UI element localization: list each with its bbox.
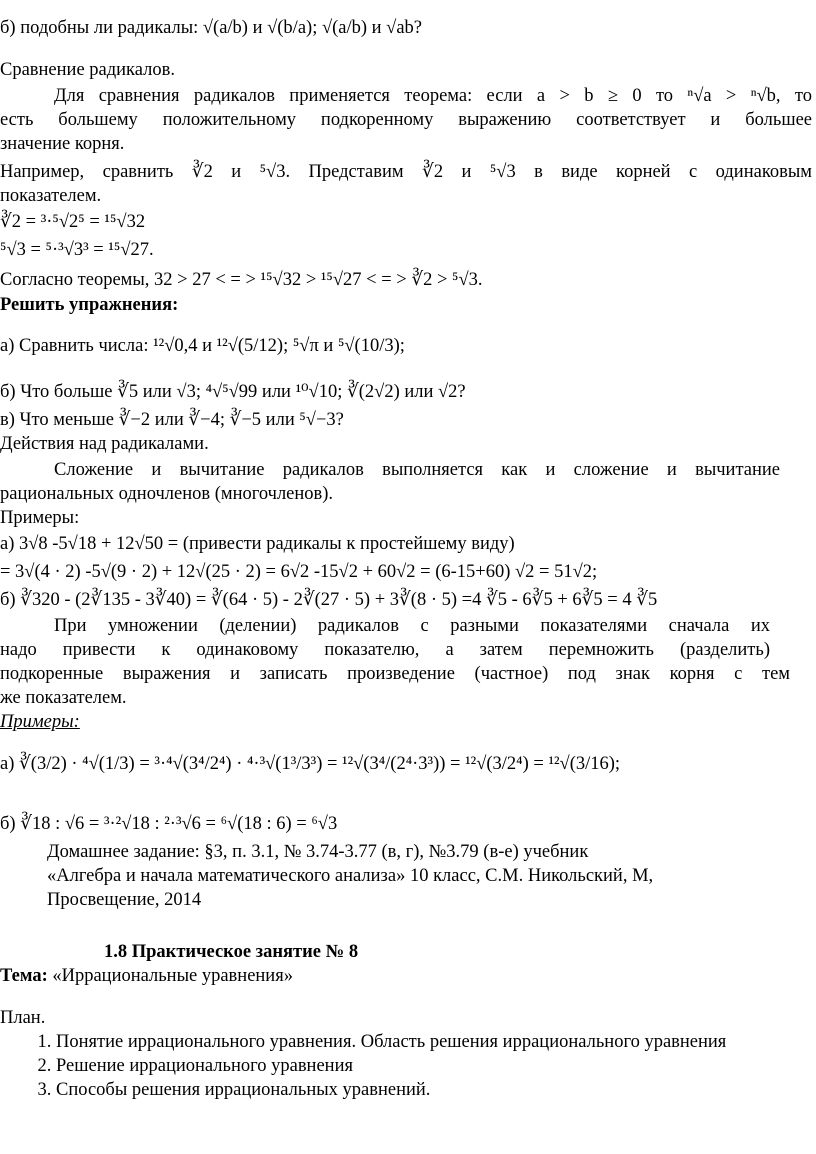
text-line: показателем.	[0, 186, 102, 206]
section-heading: Решить упражнения:	[0, 295, 179, 315]
section-heading: Действия над радикалами.	[0, 434, 209, 454]
text-line: «Алгебра и начала математического анализа» 10 класс, С.М. Никольский, М,	[47, 866, 654, 886]
text-line: б) подобны ли радикалы: √(a/b) и √(b/a); √(a/b) и √ab?	[0, 18, 423, 38]
text-line: При умножении (делении) радикалов с разными показателями сначала их	[54, 616, 770, 636]
text-line: Просвещение, 2014	[47, 890, 202, 910]
text-line: = 3√(4 · 2) -5√(9 · 2) + 12√(25 · 2) = 6√2 -15√2 + 60√2 = (6-15+60) √2 = 51√2;	[0, 562, 598, 582]
text-line: ∛2 = ³·⁵√2⁵ = ¹⁵√32	[0, 212, 146, 232]
text-line: Для сравнения радикалов применяется теорема: если a > b ≥ 0 то ⁿ√a > ⁿ√b, то	[54, 86, 812, 106]
topic-line	[0, 964, 293, 988]
plan-list	[0, 1030, 796, 1102]
text-line: б) Что больше ∛5 или √3; ⁴√⁵√99 или ¹⁰√10; ∛(2√2) или √2?	[0, 382, 466, 402]
text-line: а) Сравнить числа: ¹²√0,4 и ¹²√(5/12); ⁵√π и ⁵√(10/3);	[0, 336, 405, 356]
topic-label: Тема:	[0, 966, 48, 986]
text-line: же показателем.	[0, 688, 127, 708]
text-line: Домашнее задание: §3, п. 3.1, № 3.74-3.77 (в, г), №3.79 (в-е) учебник	[47, 842, 589, 862]
text-line: б) ∛18 : √6 = ³·²√18 : ²·³√6 = ⁶√(18 : 6) = ⁶√3	[0, 814, 338, 834]
text-line: рациональных одночленов (многочленов).	[0, 484, 334, 504]
text-line: а) 3√8 -5√18 + 12√50 = (привести радикалы к простейшему виду)	[0, 534, 515, 554]
text-line: Примеры:	[0, 508, 80, 528]
text-line: а) ∛(3/2) · ⁴√(1/3) = ³·⁴√(3⁴/2⁴) · ⁴·³√(1³/3³) = ¹²√(3⁴/(2⁴·3³)) = ¹²√(3/2⁴) = ¹²√(3/16);	[0, 754, 621, 774]
text-line: надо привести к одинаковому показателю, а затем перемножить (разделить)	[0, 640, 770, 660]
plan-label: План.	[0, 1008, 46, 1028]
text-line: Согласно теоремы, 32 > 27 < = > ¹⁵√32 > ¹⁵√27 < = > ∛2 > ⁵√3.	[0, 270, 483, 290]
text-line: подкоренные выражения и записать произведение (частное) под знак корня с тем	[0, 664, 790, 684]
list-item: 2. Решение иррационального уравнения	[56, 1054, 796, 1078]
topic-title: «Иррациональные уравнения»	[52, 966, 293, 986]
text-line: в) Что меньше ∛−2 или ∛−4; ∛−5 или ⁵√−3?	[0, 410, 344, 430]
lesson-heading: 1.8 Практическое занятие № 8	[104, 942, 359, 962]
text-line: Сложение и вычитание радикалов выполняется как и сложение и вычитание	[54, 460, 780, 480]
text-line: б) ∛320 - (2∛135 - 3∛40) = ∛(64 · 5) - 2∛(27 · 5) + 3∛(8 · 5) =4 ∛5 - 6∛5 + 6∛5 = 4 ∛5	[0, 590, 658, 610]
text-line: ⁵√3 = ⁵·³√3³ = ¹⁵√27.	[0, 240, 154, 260]
list-item: 1. Понятие иррационального уравнения. Область решения иррационального уравнения	[56, 1030, 796, 1054]
examples-label: Примеры:	[0, 712, 80, 732]
text-line: значение корня.	[0, 134, 125, 154]
text-line: есть большему положительному подкоренному выражению соответствует и большее	[0, 110, 812, 130]
text-line: Например, сравнить ∛2 и ⁵√3. Представим ∛2 и ⁵√3 в виде корней с одинаковым	[0, 162, 812, 182]
list-item: 3. Способы решения иррациональных уравнений.	[56, 1078, 796, 1102]
text-line: Сравнение радикалов.	[0, 60, 175, 80]
